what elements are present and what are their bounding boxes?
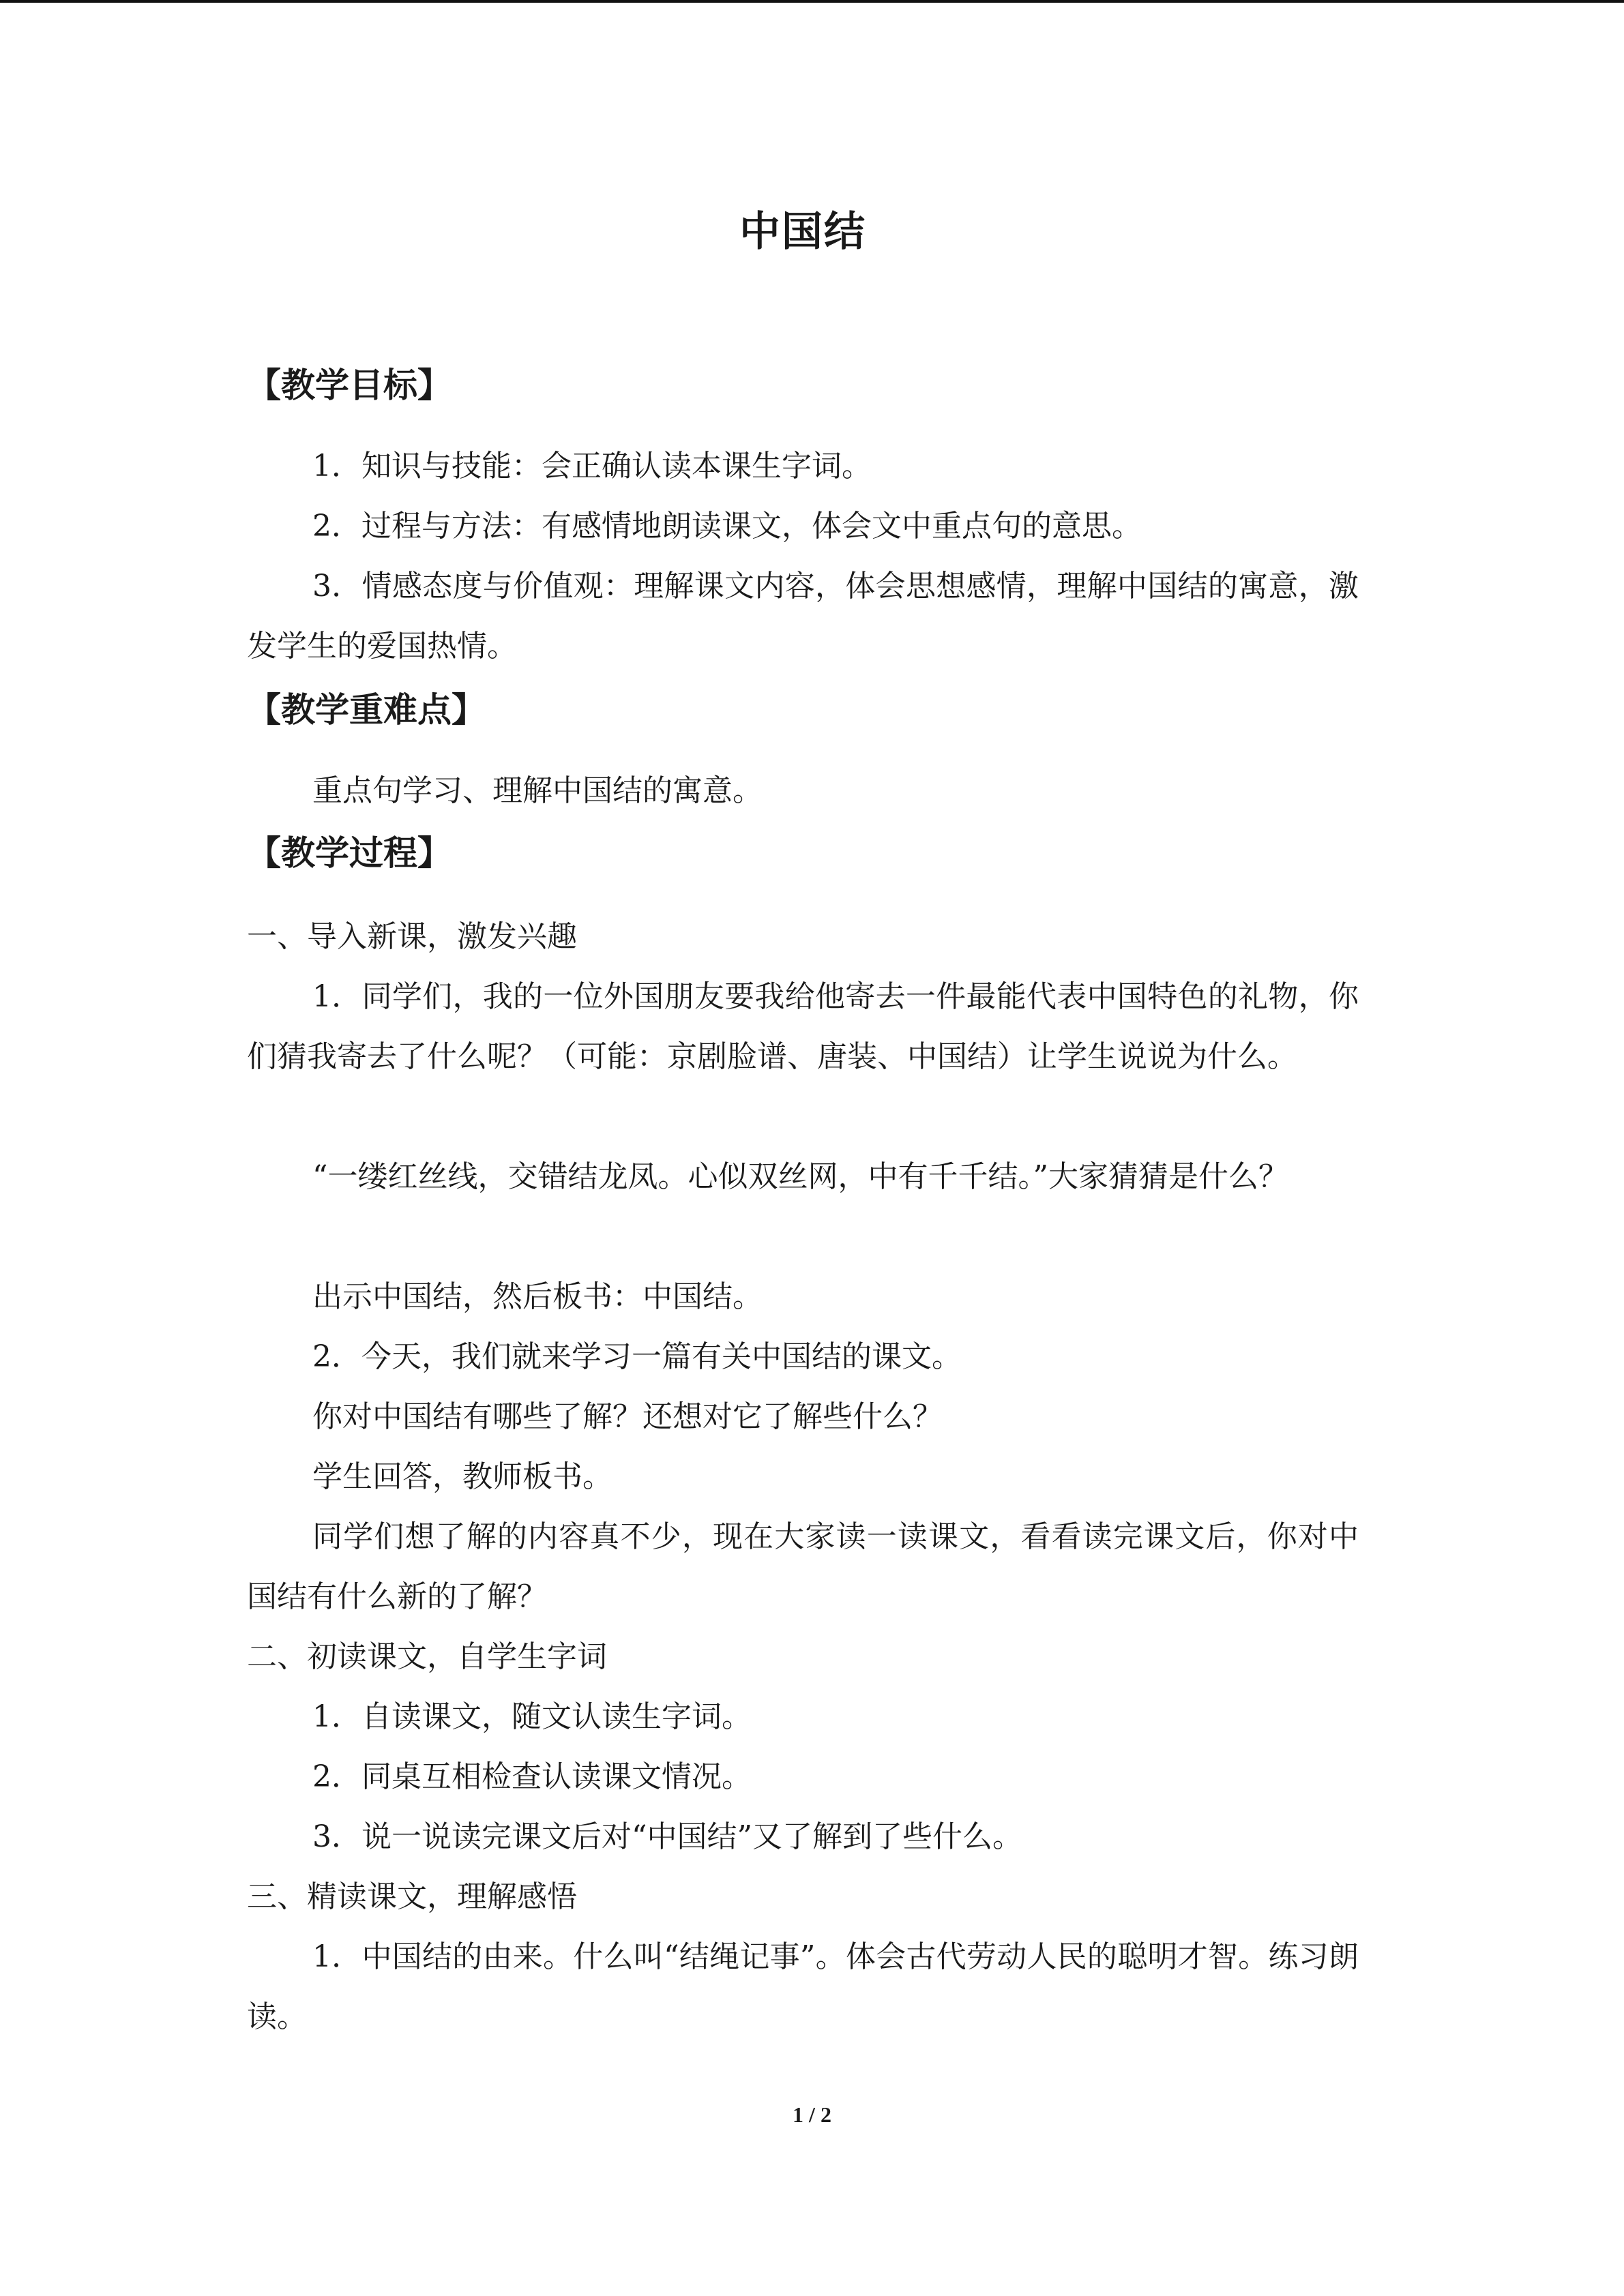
heading-teaching-process: 【教学过程】 (247, 833, 452, 873)
section-title-part1: 一、导入新课，激发兴趣 (247, 919, 577, 954)
part3-paragraph-1: 1．中国结的由来。什么叫“结绳记事”。体会古代劳动人民的聪明才智。练习朗读。 (247, 1939, 1359, 2034)
top-border (0, 0, 1624, 3)
part1-paragraph-3: 出示中国结，然后板书：中国结。 (312, 1279, 763, 1314)
section-title-part2: 二、初读课文，自学生字词 (247, 1639, 607, 1674)
document-title: 中国结 (739, 208, 866, 256)
goal-item-2: 2．过程与方法：有感情地朗读课文，体会文中重点句的意思。 (312, 509, 1142, 543)
part1-paragraph-6: 学生回答，教师板书。 (312, 1459, 612, 1494)
part2-paragraph-3: 3．说一说读完课文后对“中国结”又了解到了些什么。 (312, 1819, 1022, 1854)
key-points-text: 重点句学习、理解中国结的寓意。 (312, 773, 763, 808)
part1-paragraph-4: 2．今天，我们就来学习一篇有关中国结的课文。 (312, 1339, 962, 1374)
page-number: 1 / 2 (793, 2102, 831, 2127)
heading-teaching-goals: 【教学目标】 (247, 366, 452, 405)
heading-key-points: 【教学重难点】 (247, 690, 486, 730)
part2-paragraph-1: 1．自读课文，随文认读生字词。 (312, 1699, 752, 1734)
part2-paragraph-2: 2．同桌互相检查认读课文情况。 (312, 1759, 752, 1794)
part1-paragraph-2: “一缕红丝线，交错结龙凤。心似双丝网，中有千千结。”大家猜猜是什么？ (312, 1159, 1288, 1194)
part1-paragraph-5: 你对中国结有哪些了解？还想对它了解些什么？ (312, 1399, 943, 1434)
part1-paragraph-1: 1．同学们，我的一位外国朋友要我给他寄去一件最能代表中国特色的礼物，你们猜我寄去了什么呢？（可能：京剧脸谱、唐装、中国结）让学生说说为什么。 (247, 979, 1359, 1074)
goal-item-1: 1．知识与技能：会正确认读本课生字词。 (312, 449, 872, 483)
section-title-part3: 三、精读课文，理解感悟 (247, 1879, 577, 1914)
goal-item-3: 3．情感态度与价值观：理解课文内容，体会思想感情，理解中国结的寓意，激发学生的爱国热情。 (247, 569, 1359, 664)
part1-paragraph-7: 同学们想了解的内容真不少，现在大家读一读课文，看看读完课文后，你对中国结有什么新的了解？ (247, 1519, 1359, 1614)
